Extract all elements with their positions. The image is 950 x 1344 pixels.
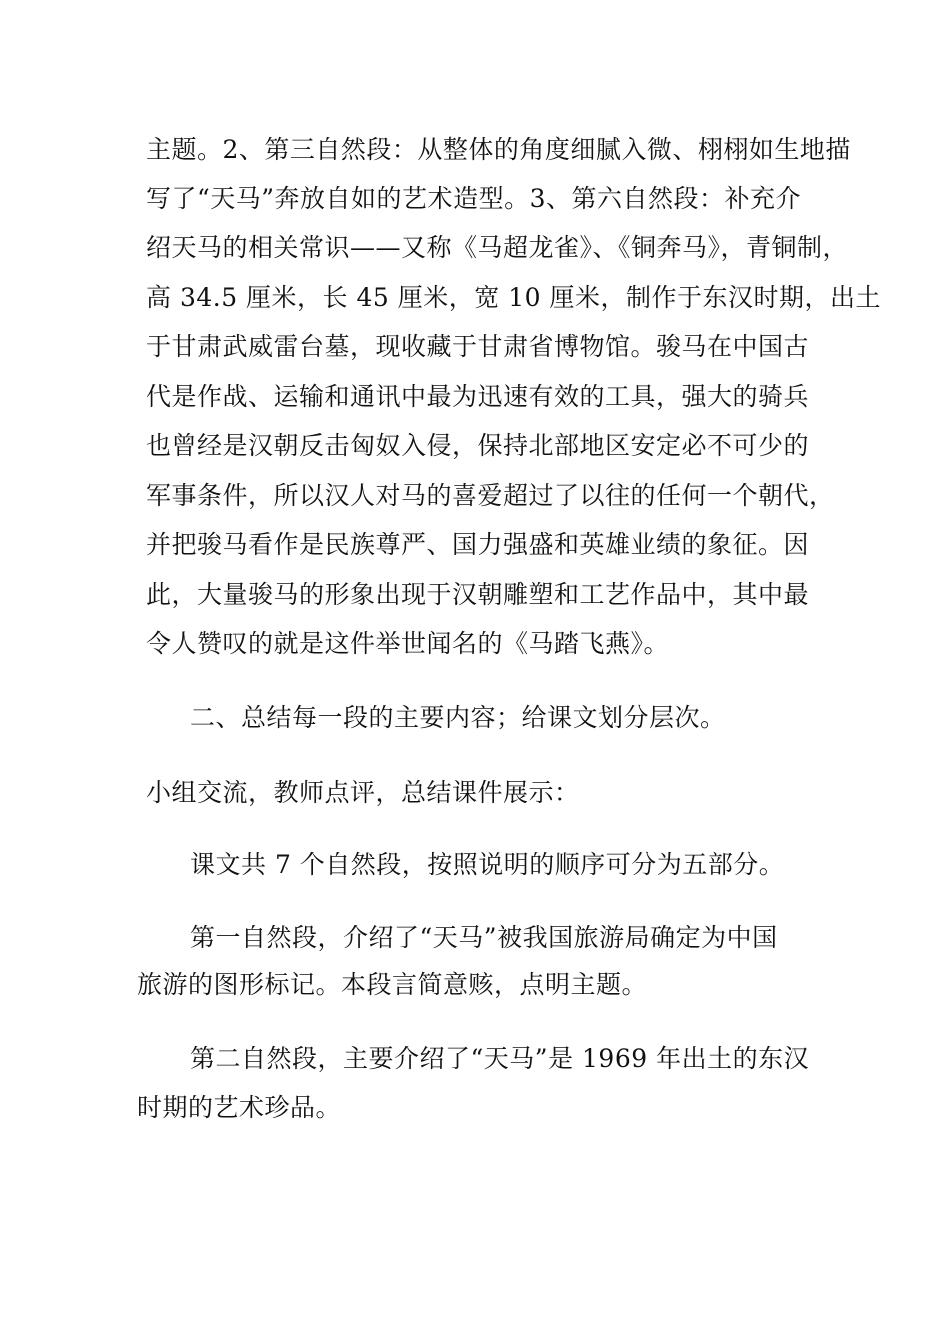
text-line: 代是作战、运输和通讯中最为迅速有效的工具，强大的骑兵 — [146, 382, 810, 411]
text-line: 也曾经是汉朝反击匈奴入侵，保持北部地区安定必不可少的 — [146, 431, 810, 460]
text-line: 令人赞叹的就是这件举世闻名的《马踏飞燕》。 — [146, 629, 670, 658]
text-line: 绍天马的相关常识——又称《马超龙雀》、《铜奔马》，青铜制， — [146, 233, 849, 262]
text-line: 小组交流，教师点评，总结课件展示： — [146, 778, 580, 807]
text-line: 此，大量骏马的形象出现于汉朝雕塑和工艺作品中，其中最 — [146, 580, 810, 609]
text-line: 军事条件，所以汉人对马的喜爱超过了以往的任何一个朝代， — [146, 481, 835, 510]
section-heading: 二、总结每一段的主要内容；给课文划分层次。 — [190, 703, 726, 732]
text-line: 并把骏马看作是民族尊严、国力强盛和英雄业绩的象征。因 — [146, 530, 810, 559]
text-line: 主题。2、第三自然段：从整体的角度细腻入微、栩栩如生地描 — [146, 135, 851, 164]
text-line: 时期的艺术珍品。 — [137, 1093, 342, 1122]
text-line: 于甘肃武威雷台墓，现收藏于甘肃省博物馆。骏马在中国古 — [146, 332, 810, 361]
text-line: 第一自然段，介绍了“天马”被我国旅游局确定为中国 — [190, 923, 778, 952]
text-line: 写了“天马”奔放自如的艺术造型。3、第六自然段：补充介 — [146, 184, 801, 213]
text-line: 高 34.5 厘米，长 45 厘米，宽 10 厘米，制作于东汉时期，出土 — [146, 283, 881, 312]
text-line: 第二自然段，主要介绍了“天马”是 1969 年出土的东汉 — [190, 1044, 810, 1073]
text-line: 课文共 7 个自然段，按照说明的顺序可分为五部分。 — [190, 850, 785, 879]
text-line: 旅游的图形标记。本段言简意赅，点明主题。 — [137, 970, 648, 999]
